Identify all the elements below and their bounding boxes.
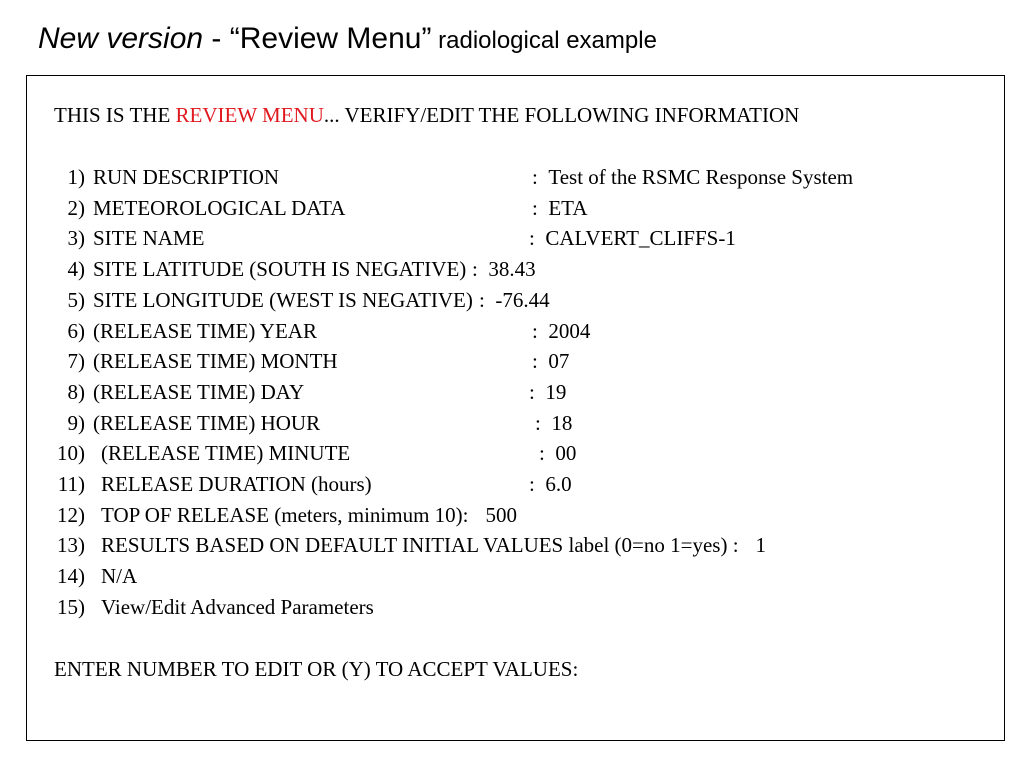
menu-item-value [532,319,590,343]
menu-item[interactable] [27,288,987,312]
menu-item-inline-value [472,257,536,281]
menu-header-suffix: ... VERIFY/EDIT THE FOLLOWING INFORMATION [323,103,800,127]
menu-item-separator: : [532,195,538,220]
menu-item-value [532,349,569,373]
menu-item-number: 12) [57,502,85,527]
review-menu [27,76,1004,740]
menu-item-inline-value [380,595,391,619]
menu-item-number: 3) [67,226,85,251]
menu-item-label: RELEASE DURATION (hours) [101,472,372,496]
menu-item-separator: : [529,226,535,251]
title-suffix: radiological example [431,27,657,54]
menu-item-label: SITE NAME [93,226,205,251]
menu-item-value-text: 00 [555,441,577,466]
menu-item-value [529,226,736,250]
menu-item-separator: : [479,287,485,312]
menu-item-number: 7) [67,349,85,374]
menu-item-value-text: 19 [545,379,567,404]
menu-item-label: SITE LATITUDE (SOUTH IS NEGATIVE) [93,257,467,282]
menu-item-value-text: 38.43 [488,257,536,282]
menu-item-number: 10) [57,441,85,466]
menu-item[interactable] [27,564,987,588]
menu-item-separator: : [532,318,538,343]
menu-header [54,103,799,127]
menu-item[interactable] [27,257,987,281]
menu-item-separator: : [539,441,545,466]
menu-item[interactable] [27,441,987,465]
menu-item-label: (RELEASE TIME) MONTH [93,349,338,374]
menu-item-separator: : [535,410,541,435]
menu-item-label: View/Edit Advanced Parameters [101,594,374,619]
terminal-panel [26,75,1005,741]
menu-item-number: 4) [67,257,85,282]
menu-item-value-text: 1 [755,533,766,558]
menu-item-separator: : [529,379,535,404]
menu-item-value-text: -76.44 [495,287,550,312]
title-main: “Review Menu” [229,22,432,55]
menu-item-value-text: CALVERT_CLIFFS-1 [545,226,736,251]
menu-item-number: 5) [67,287,85,312]
menu-item-inline-value [479,288,550,312]
menu-item[interactable] [27,165,987,189]
menu-item-number: 2) [67,195,85,220]
menu-item-number: 6) [67,318,85,343]
menu-item-label: (RELEASE TIME) YEAR [93,318,317,343]
menu-item-label: RESULTS BASED ON DEFAULT INITIAL VALUES label (0=no 1=yes) : [101,533,739,558]
menu-item-value-text: Test of the RSMC Response System [548,165,854,189]
menu-item-separator: : [532,349,538,374]
menu-item-number: 11) [57,472,85,496]
menu-item-value [529,380,566,404]
menu-item-value [539,441,576,465]
menu-item-value [535,411,572,435]
menu-item-number: 8) [67,379,85,404]
menu-item[interactable] [27,533,987,557]
menu-item-separator: : [529,472,535,496]
menu-item-inline-value [745,533,766,557]
menu-prompt: ENTER NUMBER TO EDIT OR (Y) TO ACCEPT VALUES: [54,657,579,681]
menu-item-value-text: 2004 [548,318,591,343]
menu-header-highlight: REVIEW MENU [175,103,324,127]
menu-item-value-text: 6.0 [545,472,572,496]
menu-item-label: (RELEASE TIME) MINUTE [101,441,351,466]
menu-item-number: 15) [57,594,85,619]
menu-item-label: N/A [101,564,138,589]
page-title [38,22,657,56]
menu-item[interactable] [27,226,987,250]
menu-item-number: 14) [57,564,85,589]
menu-item[interactable] [27,472,987,496]
title-dash: - [203,22,230,55]
title-italic: New version [38,22,204,55]
menu-item-number: 13) [57,533,85,558]
menu-item-number: 1) [67,165,85,189]
menu-item-separator: : [472,257,478,282]
menu-item-inline-value [143,564,154,588]
menu-item-value-text: 18 [551,410,573,435]
menu-item-label: SITE LONGITUDE (WEST IS NEGATIVE) [93,287,473,312]
menu-item-label: TOP OF RELEASE (meters, minimum 10): [101,502,469,527]
menu-item[interactable] [27,503,987,527]
menu-item-value-text: 500 [485,502,517,527]
menu-item[interactable] [27,196,987,220]
menu-header-prefix: THIS IS THE [54,103,176,127]
menu-item-number: 9) [67,410,85,435]
menu-item[interactable] [27,319,987,343]
menu-item[interactable] [27,349,987,373]
menu-item[interactable] [27,380,987,404]
menu-item-label: (RELEASE TIME) HOUR [93,410,321,435]
menu-item[interactable] [27,595,987,619]
menu-item-value [532,196,587,220]
menu-item-value [532,165,853,189]
menu-item-separator: : [532,165,538,189]
menu-item-label: METEOROLOGICAL DATA [93,195,346,220]
menu-item-inline-value [475,503,517,527]
menu-item-value [529,472,572,496]
menu-item-label: RUN DESCRIPTION [93,165,280,189]
menu-item-value-text: ETA [548,195,588,220]
menu-item-label: (RELEASE TIME) DAY [93,379,305,404]
menu-item-value-text: 07 [548,349,570,374]
menu-item[interactable] [27,411,987,435]
